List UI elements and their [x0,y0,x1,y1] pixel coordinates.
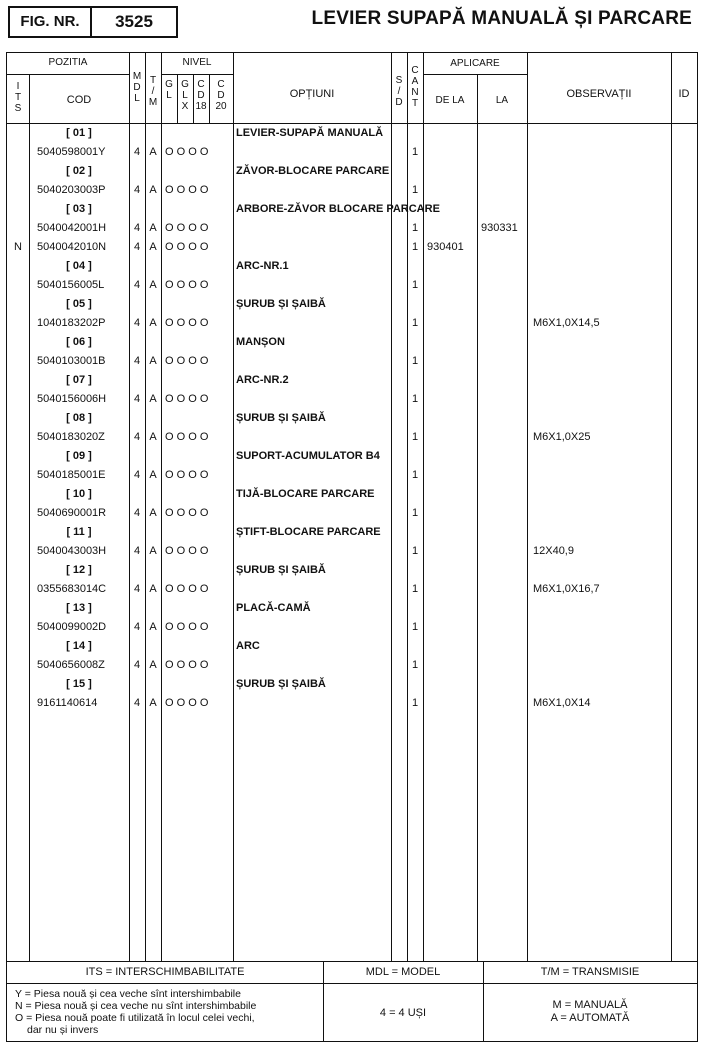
transmission-value: A [149,146,157,158]
mdl-value: 4 [133,507,141,519]
transmission-value: A [149,393,157,405]
legend-tm-m: M = MANUALĂ [552,999,628,1011]
col-cd20: C D 20 [215,79,227,112]
col-gl: G L [165,79,173,101]
divider [7,123,697,124]
apply-to: 930331 [481,222,518,234]
transmission-value: A [149,545,157,557]
part-name: ARC-NR.2 [236,374,289,386]
transmission-value: A [149,431,157,443]
mdl-value: 4 [133,469,141,481]
level-flags: O O O O [165,469,209,481]
part-code: 1040183202P [37,317,106,329]
level-flags: O O O O [165,355,209,367]
position-number: [ 03 ] [66,203,92,215]
mdl-value: 4 [133,621,141,633]
observation: M6X1,0X25 [533,431,591,443]
part-name: TIJĂ-BLOCARE PARCARE [236,488,375,500]
observation: M6X1,0X16,7 [533,583,600,595]
apply-from: 930401 [427,241,464,253]
quantity: 1 [411,222,419,234]
mdl-value: 4 [133,184,141,196]
transmission-value: A [149,697,157,709]
legend-its-y: Y = Piesa nouă și cea veche sînt intershimbabile [15,988,241,1000]
part-code: 5040203003P [37,184,106,196]
part-name: ARBORE-ZĂVOR BLOCARE PARCARE [236,203,440,215]
quantity: 1 [411,393,419,405]
mdl-value: 4 [133,431,141,443]
part-code: 0355683014C [37,583,107,595]
level-flags: O O O O [165,241,209,253]
quantity: 1 [411,659,419,671]
mdl-value: 4 [133,583,141,595]
divider [7,74,129,75]
part-name: ȘTIFT-BLOCARE PARCARE [236,526,381,538]
part-code: 5040156005L [37,279,105,291]
transmission-value: A [149,659,157,671]
position-number: [ 09 ] [66,450,92,462]
quantity: 1 [411,279,419,291]
mdl-value: 4 [133,393,141,405]
figure-number: 3525 [115,12,153,31]
part-name: SUPORT-ACUMULATOR B4 [236,450,380,462]
part-code: 5040103001B [37,355,106,367]
mdl-value: 4 [133,659,141,671]
quantity: 1 [411,469,419,481]
page-title: LEVIER SUPAPĂ MANUALĂ ȘI PARCARE [311,8,692,29]
quantity: 1 [411,583,419,595]
transmission-value: A [149,222,157,234]
position-number: [ 11 ] [66,526,92,538]
col-cd18: C D 18 [195,79,207,112]
quantity: 1 [411,146,419,158]
transmission-value: A [149,279,157,291]
parts-table-frame [6,52,698,1042]
legend-mdl-title: MDL = MODEL [365,966,441,978]
divider [477,74,478,961]
position-number: [ 02 ] [66,165,92,177]
divider [423,74,527,75]
position-number: [ 06 ] [66,336,92,348]
quantity: 1 [411,697,419,709]
divider [7,961,697,962]
divider [391,53,392,961]
level-flags: O O O O [165,279,209,291]
part-name: ȘURUB ȘI ȘAIBĂ [236,412,326,424]
mdl-value: 4 [133,279,141,291]
part-code: 5040156006H [37,393,107,405]
mdl-value: 4 [133,545,141,557]
transmission-value: A [149,317,157,329]
divider [671,53,672,961]
part-code: 5040690001R [37,507,107,519]
col-id: ID [678,88,690,100]
level-flags: O O O O [165,146,209,158]
legend-its-o-cont: dar nu și invers [27,1024,99,1036]
quantity: 1 [411,355,419,367]
legend-its-n: N = Piesa nouă și cea veche nu sînt intershimbabile [15,1000,257,1012]
divider [7,983,697,984]
part-name: PLACĂ-CAMĂ [236,602,311,614]
col-la: LA [495,95,509,106]
quantity: 1 [411,241,419,253]
transmission-value: A [149,507,157,519]
level-flags: O O O O [165,431,209,443]
transmission-value: A [149,621,157,633]
col-observatii: OBSERVAȚII [566,88,632,100]
mdl-value: 4 [133,317,141,329]
part-name: LEVIER-SUPAPĂ MANUALĂ [236,127,384,139]
part-code: 9161140614 [37,697,98,709]
col-pozitia: POZITIA [48,57,88,68]
position-number: [ 05 ] [66,298,92,310]
part-name: ȘURUB ȘI ȘAIBĂ [236,678,326,690]
divider [423,53,424,961]
col-glx: G L X [181,79,189,112]
position-number: [ 10 ] [66,488,92,500]
level-flags: O O O O [165,222,209,234]
part-code: 5040099002D [37,621,107,633]
divider [233,53,234,961]
level-flags: O O O O [165,184,209,196]
mdl-value: 4 [133,241,141,253]
observation: 12X40,9 [533,545,574,557]
part-code: 5040042010N [37,241,107,253]
divider [527,53,528,961]
quantity: 1 [411,545,419,557]
divider [161,74,233,75]
legend-tm-a: A = AUTOMATĂ [550,1012,630,1024]
position-number: [ 12 ] [66,564,92,576]
level-flags: O O O O [165,697,209,709]
transmission-value: A [149,583,157,595]
part-name: ȘURUB ȘI ȘAIBĂ [236,298,326,310]
level-flags: O O O O [165,659,209,671]
observation: M6X1,0X14 [533,697,591,709]
transmission-value: A [149,469,157,481]
transmission-value: A [149,355,157,367]
part-name: ZĂVOR-BLOCARE PARCARE [236,165,390,177]
quantity: 1 [411,317,419,329]
mdl-value: 4 [133,355,141,367]
col-optiuni: OPȚIUNI [289,88,335,100]
position-number: [ 01 ] [66,127,92,139]
col-its: I T S [14,81,22,114]
quantity: 1 [411,507,419,519]
position-number: [ 13 ] [66,602,92,614]
level-flags: O O O O [165,621,209,633]
part-code: 5040656008Z [37,659,105,671]
legend-its-title: ITS = INTERSCHIMBABILITATE [85,966,245,978]
col-cod: COD [66,94,92,106]
mdl-value: 4 [133,222,141,234]
figure-label: FIG. NR. [10,8,92,36]
observation: M6X1,0X14,5 [533,317,600,329]
part-code: 5040598001Y [37,146,106,158]
level-flags: O O O O [165,507,209,519]
col-mdl: M D L [132,71,142,104]
col-cant: C A N T [411,65,419,109]
position-number: [ 07 ] [66,374,92,386]
position-number: [ 04 ] [66,260,92,272]
level-flags: O O O O [165,317,209,329]
part-name: MANȘON [236,336,285,348]
transmission-value: A [149,184,157,196]
position-number: [ 15 ] [66,678,92,690]
legend-its-o: O = Piesa nouă poate fi utilizată în locul celei vechi, [15,1012,255,1024]
level-flags: O O O O [165,583,209,595]
part-code: 5040042001H [37,222,107,234]
legend-mdl-value: 4 = 4 UȘI [379,1007,427,1019]
quantity: 1 [411,184,419,196]
legend-tm-title: T/M = TRANSMISIE [540,966,640,978]
mdl-value: 4 [133,146,141,158]
part-name: ARC [236,640,260,652]
quantity: 1 [411,431,419,443]
part-code: 5040185001E [37,469,106,481]
quantity: 1 [411,621,419,633]
part-code: 5040183020Z [37,431,105,443]
col-aplicare: APLICARE [450,58,500,69]
col-de-la: DE LA [435,95,465,106]
level-flags: O O O O [165,393,209,405]
col-nivel: NIVEL [182,57,212,68]
part-code: 5040043003H [37,545,107,557]
mdl-value: 4 [133,697,141,709]
position-number: [ 14 ] [66,640,92,652]
its-flag: N [14,241,22,253]
transmission-value: A [149,241,157,253]
divider [161,53,162,961]
figure-number-box [8,6,178,38]
part-name: ȘURUB ȘI ȘAIBĂ [236,564,326,576]
col-sd: S / D [395,75,403,108]
part-name: ARC-NR.1 [236,260,289,272]
position-number: [ 08 ] [66,412,92,424]
level-flags: O O O O [165,545,209,557]
col-tm: T / M [148,75,158,108]
